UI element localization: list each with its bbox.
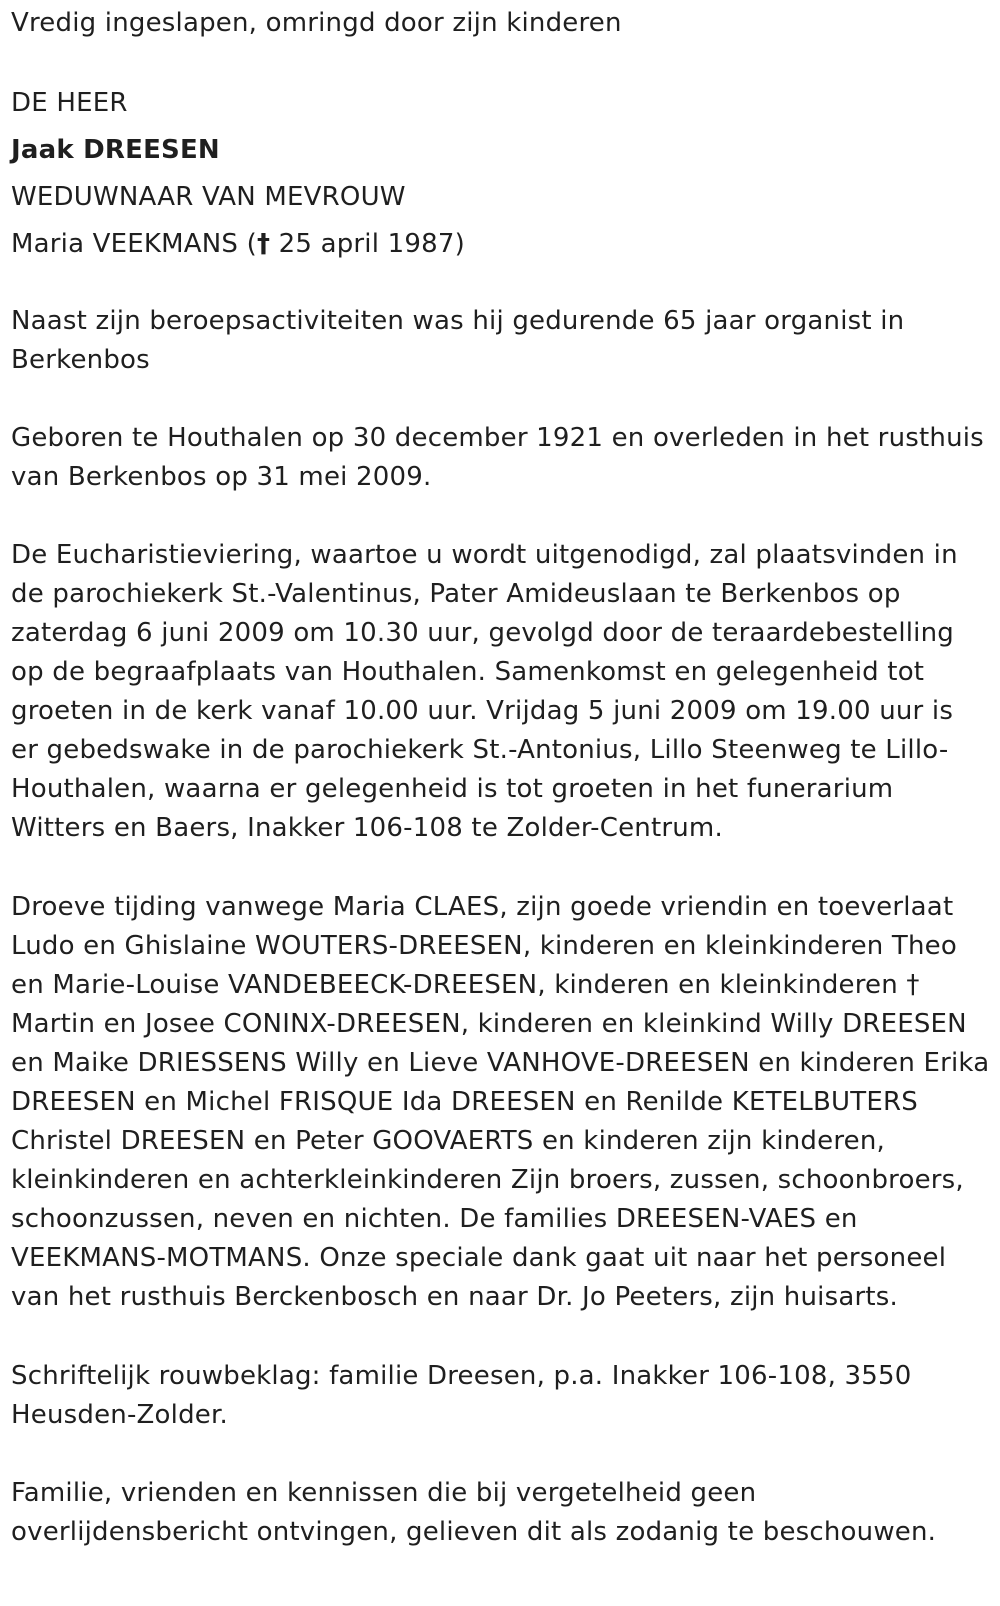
paragraph-line: overlijdensbericht ontvingen, gelieven dit als zodanig te beschouwen. [11, 1517, 937, 1547]
paragraph-line: DREESEN en Michel FRISQUE Ida DREESEN en Renilde KETELBUTERS [11, 1087, 918, 1117]
honorific: DE HEER [11, 88, 128, 118]
paragraph-line: kleinkinderen en achterkleinkinderen Zijn broers, zussen, schoonbroers, [11, 1165, 964, 1195]
paragraph-line: en Marie-Louise VANDEBEECK-DREESEN, kinderen en kleinkinderen † [11, 970, 920, 1000]
paragraph-closing-notice [11, 1474, 936, 1552]
paragraph-mourners [11, 888, 989, 1317]
paragraph-line: de parochiekerk St.-Valentinus, Pater Amideuslaan te Berkenbos op [11, 579, 901, 609]
spouse-death-date: 25 april 1987) [270, 229, 465, 259]
heading-block [11, 80, 465, 268]
paragraph-line: De Eucharistieviering, waartoe u wordt uitgenodigd, zal plaatsvinden in [11, 540, 958, 570]
paragraph-line: Familie, vrienden en kennissen die bij vergetelheid geen [11, 1478, 757, 1508]
paragraph-line: Witters en Baers, Inakker 106-108 te Zolder-Centrum. [11, 813, 723, 843]
paragraph-line: Martin en Josee CONINX-DREESEN, kinderen en kleinkind Willy DREESEN [11, 1009, 967, 1039]
paragraph-line: op de begraafplaats van Houthalen. Samenkomst en gelegenheid tot [11, 657, 925, 687]
paragraph-line: Ludo en Ghislaine WOUTERS-DREESEN, kinderen en kleinkinderen Theo [11, 931, 957, 961]
widower-relation: WEDUWNAAR VAN MEVROUW [11, 182, 406, 212]
paragraph-line: zaterdag 6 juni 2009 om 10.30 uur, gevolgd door de teraardebestelling [11, 618, 954, 648]
paragraph-ceremony [11, 536, 958, 848]
paragraph-line: van het rusthuis Berckenbosch en naar Dr. Jo Peeters, zijn huisarts. [11, 1282, 898, 1312]
paragraph-organist [11, 302, 904, 380]
opening-text: Vredig ingeslapen, omringd door zijn kinderen [11, 8, 622, 38]
deceased-name: Jaak DREESEN [11, 135, 220, 165]
opening-line [11, 4, 622, 43]
paragraph-line: schoonzussen, neven en nichten. De families DREESEN-VAES en [11, 1204, 858, 1234]
paragraph-line: Berkenbos [11, 345, 150, 375]
paragraph-line: van Berkenbos op 31 mei 2009. [11, 462, 432, 492]
spouse-line [11, 221, 465, 268]
paragraph-birth-death [11, 419, 984, 497]
spouse-name: Maria VEEKMANS ( [11, 229, 257, 259]
paragraph-line: Schriftelijk rouwbeklag: familie Dreesen, p.a. Inakker 106-108, 3550 [11, 1361, 912, 1391]
paragraph-condolences-address [11, 1357, 911, 1435]
paragraph-line: er gebedswake in de parochiekerk St.-Antonius, Lillo Steenweg te Lillo- [11, 735, 949, 765]
paragraph-line: groeten in de kerk vanaf 10.00 uur. Vrijdag 5 juni 2009 om 19.00 uur is [11, 696, 954, 726]
paragraph-line: en Maike DRIESSENS Willy en Lieve VANHOVE-DREESEN en kinderen Erika [11, 1048, 990, 1078]
paragraph-line: Christel DREESEN en Peter GOOVAERTS en kinderen zijn kinderen, [11, 1126, 885, 1156]
paragraph-line: Naast zijn beroepsactiviteiten was hij gedurende 65 jaar organist in [11, 306, 905, 336]
paragraph-line: Geboren te Houthalen op 30 december 1921 en overleden in het rusthuis [11, 423, 984, 453]
paragraph-line: Houthalen, waarna er gelegenheid is tot groeten in het funerarium [11, 774, 894, 804]
paragraph-line: Droeve tijding vanwege Maria CLAES, zijn goede vriendin en toeverlaat [11, 892, 954, 922]
paragraph-line: VEEKMANS-MOTMANS. Onze speciale dank gaat uit naar het personeel [11, 1243, 947, 1273]
paragraph-line: Heusden-Zolder. [11, 1400, 228, 1430]
cross-icon: † [256, 229, 271, 259]
